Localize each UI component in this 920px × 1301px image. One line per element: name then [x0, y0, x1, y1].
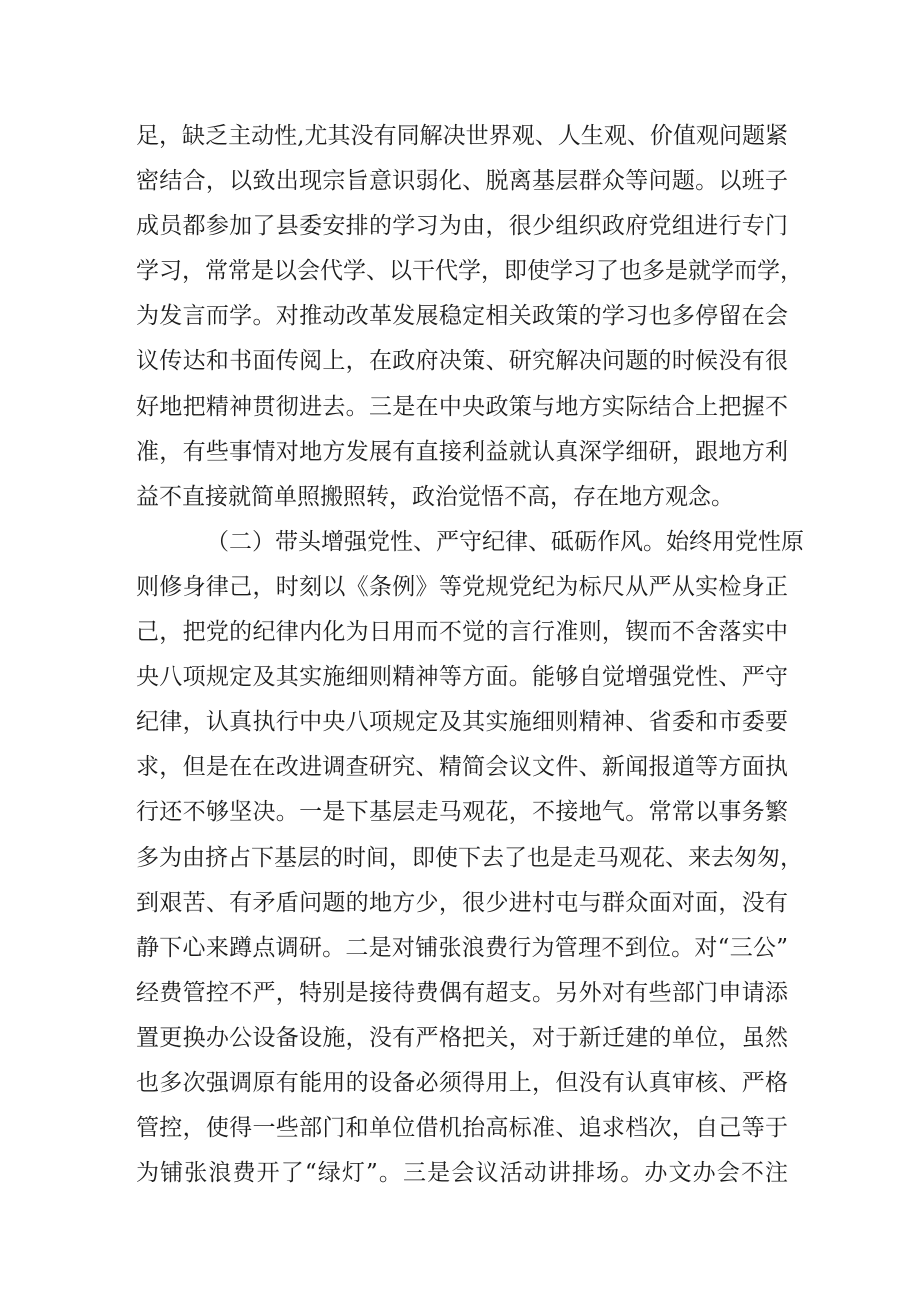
text-line: 为发言而学。对推动改革发展稳定相关政策的学习也多停留在会	[136, 303, 788, 330]
text-line: 议传达和书面传阅上，在政府决策、研究解决问题的时候没有很	[136, 348, 788, 375]
text-line: 求，但是在在改进调查研究、精简会议文件、新闻报道等方面执	[136, 754, 788, 781]
text-line: 为铺张浪费开了“绿灯”。三是会议活动讲排场。办文办会不注	[136, 1160, 788, 1187]
text-line: 多为由挤占下基层的时间，即使下去了也是走马观花、来去匆匆，	[136, 844, 803, 871]
body-text	[136, 114, 804, 1196]
text-line: 益不直接就简单照搬照转，政治觉悟不高，存在地方观念。	[136, 483, 734, 510]
text-line: 己，把党的纪律内化为日用而不觉的言行准则，锲而不舍落实中	[136, 619, 788, 646]
text-line: 央八项规定及其实施细则精神等方面。能够自觉增强党性、严守	[136, 664, 788, 691]
section-heading-line: （二）带头增强党性、严守纪律、砥砺作风。始终用党性原	[206, 528, 804, 555]
text-line: 行还不够坚决。一是下基层走马观花，不接地气。常常以事务繁	[136, 799, 788, 826]
text-line: 到艰苦、有矛盾问题的地方少，很少进村屯与群众面对面，没有	[136, 889, 788, 916]
text-line: 足，缺乏主动性,尤其没有同解决世界观、人生观、价值观问题紧	[136, 123, 788, 149]
text-line: 准，有些事情对地方发展有直接利益就认真深学细研，跟地方利	[136, 438, 788, 465]
text-line: 纪律，认真执行中央八项规定及其实施细则精神、省委和市委要	[136, 709, 788, 736]
text-line: 也多次强调原有能用的设备必须得用上，但没有认真审核、严格	[136, 1069, 788, 1096]
text-line: 经费管控不严，特别是接待费偶有超支。另外对有些部门申请添	[136, 979, 788, 1006]
text-line: 则修身律己，时刻以《条例》等党规党纪为标尺从严从实检身正	[136, 573, 788, 600]
text-line: 成员都参加了县委安排的学习为由，很少组织政府党组进行专门	[136, 213, 788, 240]
text-line: 密结合，以致出现宗旨意识弱化、脱离基层群众等问题。以班子	[136, 168, 788, 195]
text-line: 学习，常常是以会代学、以干代学，即使学习了也多是就学而学，	[136, 258, 803, 285]
text-line: 置更换办公设备设施，没有严格把关，对于新迁建的单位，虽然	[136, 1024, 788, 1051]
text-line: 静下心来蹲点调研。二是对铺张浪费行为管理不到位。对“三公”	[136, 934, 788, 961]
text-line: 好地把精神贯彻进去。三是在中央政策与地方实际结合上把握不	[136, 393, 788, 420]
text-line: 管控，使得一些部门和单位借机抬高标准、追求档次，自己等于	[136, 1115, 788, 1142]
